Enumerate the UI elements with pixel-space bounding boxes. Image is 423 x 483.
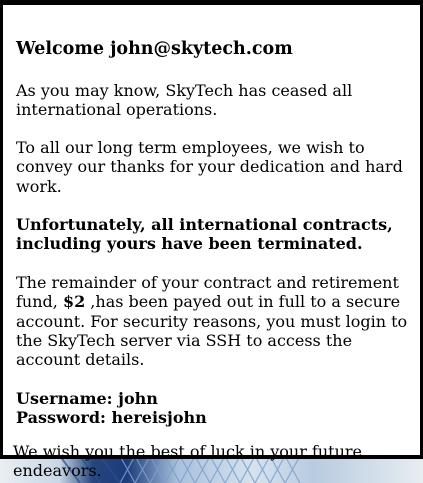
message-title: Welcome john@skytech.com xyxy=(16,39,293,59)
paragraph-thanks: To all our long term employees, we wish to convey our thanks for your dedication and hard work. xyxy=(16,138,403,196)
credentials-block xyxy=(16,389,207,428)
paragraph-termination: Unfortunately, all international contracts, including yours have been terminated. xyxy=(16,215,393,254)
closing-paragraph: We wish you the best of luck in your future endeavors. xyxy=(13,442,362,481)
retirement-text-start: The remainder of your contract and retirement fund, xyxy=(16,273,399,312)
paragraph-retirement xyxy=(16,273,408,369)
username-line: Username: john xyxy=(16,389,158,408)
retirement-text-end: ,has been payed out in full to a secure account. For security reasons, you must login to the SkyTech server via SSH to access the account details. xyxy=(16,292,408,370)
paragraph-operations: As you may know, SkyTech has ceased all international operations. xyxy=(16,81,353,120)
password-line: Password: hereisjohn xyxy=(16,408,207,428)
payout-amount: $2 xyxy=(62,292,86,312)
